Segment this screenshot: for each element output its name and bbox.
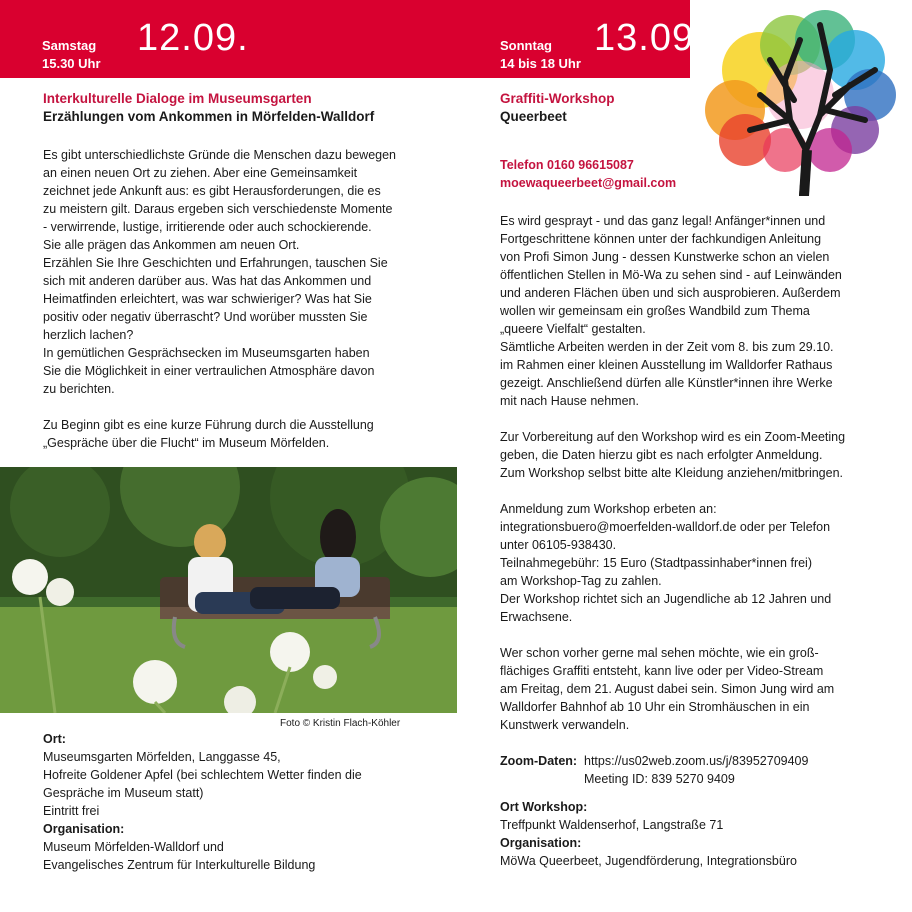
right-body-text-4: Wer schon vorher gerne mal sehen möchte, wie ein groß- flächiges Graffiti entsteht, kann live oder per Video-Stream am Freitag, dem 21. August dabei sein. Simon Jung wird am Walldorfer Bahnhof ab 10 Uhr ein Stromhäuschen in ein Kunstwerk verwandeln.: [500, 646, 835, 732]
right-email-link[interactable]: moewaqueerbeet@gmail.com: [500, 176, 677, 190]
left-event-title: Interkulturelle Dialoge im Museumsgarten: [43, 91, 312, 106]
zoom-label: Zoom-Daten:: [500, 754, 578, 768]
left-time: 15.30 Uhr: [42, 56, 101, 71]
right-ort-label: Ort Workshop:: [500, 800, 588, 814]
left-org-label: Organisation:: [43, 822, 125, 836]
left-org-text: Museum Mörfelden-Walldorf und Evangelisches Zentrum für Interkulturelle Bildung: [43, 840, 316, 872]
zoom-row: [500, 752, 880, 770]
left-day-time: [42, 37, 101, 73]
right-org-text: MöWa Queerbeet, Jugendförderung, Integrationsbüro: [500, 854, 797, 868]
right-time: 14 bis 18 Uhr: [500, 56, 581, 71]
left-footer: [43, 730, 453, 874]
zoom-meeting-id: Meeting ID: 839 5270 9409: [584, 772, 735, 786]
right-body-text: Es wird gesprayt - und das ganz legal! Anfänger*innen und Fortgeschrittene können unter der fachkundigen Anleitung von Profi Simon Jung - dessen Kunstwerke schon an vielen öffentlichen Stellen in Mö-Wa zu sehen sind - auf Leinwänden und anderen Flächen üben und sich ausprobieren. Außerdem wollen wir gemeinsam ein großes Wandbild zum Thema „queere Vielfalt“ gestalten. Sämtliche Arbeiten werden in der Zeit vom 8. bis zum 29.10. im Rahmen einer kleinen Ausstellung im Walldorfer Rathaus gezeigt. Anschließend dürfen alle Künstler*innen ihre Werke mit nach Hause nehmen.: [500, 214, 842, 408]
right-ort-text: Treffpunkt Waldenserhof, Langstraße 71: [500, 818, 724, 832]
left-column: [43, 90, 453, 452]
left-ort-text: Museumsgarten Mörfelden, Langgasse 45, Hofreite Goldener Apfel (bei schlechtem Wetter finden die Gespräche im Museum statt) Eintritt frei: [43, 750, 362, 818]
right-day: Sonntag: [500, 38, 552, 53]
right-event-title: Graffiti-Workshop: [500, 91, 615, 106]
left-body-text-2: Zu Beginn gibt es eine kurze Führung durch die Ausstellung „Gespräche über die Flucht“ im Museum Mörfelden.: [43, 418, 374, 450]
right-org-label: Organisation:: [500, 836, 582, 850]
left-event-subtitle: Erzählungen vom Ankommen in Mörfelden-Walldorf: [43, 109, 375, 124]
left-body-text: Es gibt unterschiedlichste Gründe die Menschen dazu bewegen an einen neuen Ort zu ziehen. Aber eine Gemeinsamkeit zeichnet jede Ankunft aus: es gibt Herausforderungen, die es zu meistern gilt. Daraus ergeben sich verschiedenste Momente - verwirrende, lustige, irritierende oder auch schockierende. Sie alle prägen das Ankommen am neuen Ort. Erzählen Sie Ihre Geschichten und Erfahrungen, tauschen Sie sich mit anderen darüber aus. Was hat das Ankommen und Heimatfinden erleichtert, was war schwieriger? Was hat Sie positiv oder negativ überrascht? Und worüber mussten Sie herzlich lachen? In gemütlichen Gesprächsecken im Museumsgarten haben Sie die Möglichkeit in einer vertraulichen Atmosphäre davon zu berichten.: [43, 148, 396, 396]
zoom-link[interactable]: https://us02web.zoom.us/j/83952709409: [584, 754, 809, 768]
right-body-text-3: Anmeldung zum Workshop erbeten an: integrationsbuero@moerfelden-walldorf.de oder per Telefon unter 06105-938430. Teilnahmegebühr: 15 Euro (Stadtpassinhaber*innen frei) am Workshop-Tag zu zahlen. Der Workshop richtet sich an Jugendliche ab 12 Jahren und Erwachsene.: [500, 502, 832, 624]
left-date: 12.09.: [137, 17, 249, 59]
garden-photo: [0, 467, 457, 713]
left-day: Samstag: [42, 38, 97, 53]
header-banner: [0, 0, 706, 78]
right-date: 13.09.: [594, 17, 706, 59]
right-phone[interactable]: Telefon 0160 96615087: [500, 158, 634, 172]
right-column: [500, 90, 880, 870]
right-day-time: [500, 37, 581, 73]
right-event-subtitle: Queerbeet: [500, 109, 567, 124]
left-ort-label: Ort:: [43, 732, 66, 746]
photo-credit: Foto © Kristin Flach-Köhler: [280, 718, 401, 729]
right-body-text-2: Zur Vorbereitung auf den Workshop wird es ein Zoom-Meeting geben, die Daten hierzu gibt es nach erfolgter Anmeldung. Zum Workshop selbst bitte alte Kleidung anziehen/mitbringen.: [500, 430, 846, 480]
